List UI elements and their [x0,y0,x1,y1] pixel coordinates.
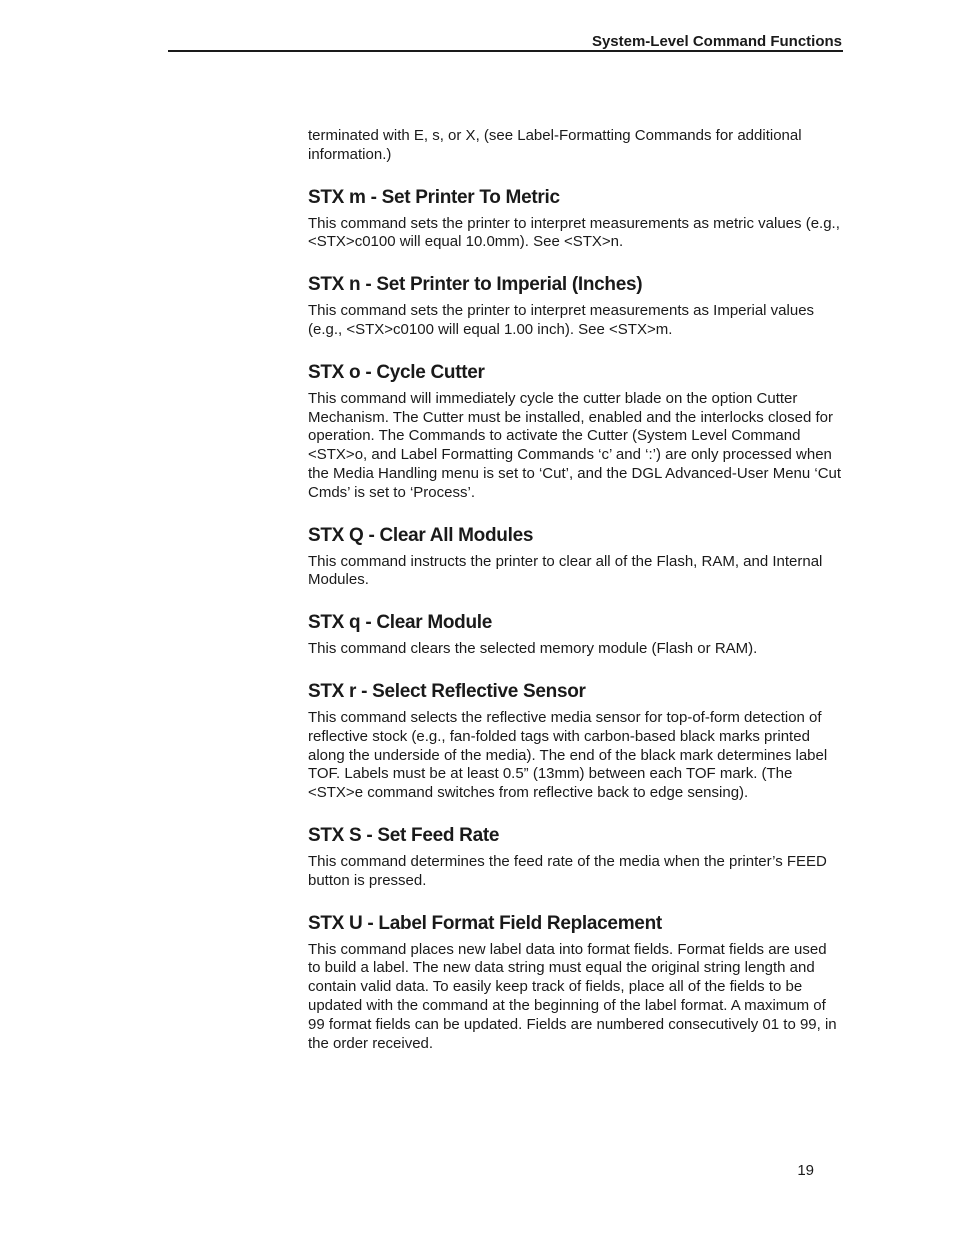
section-stx-S [308,825,843,891]
section-body: This command will immediately cycle the cutter blade on the option Cutter Mechanism. The Cutter must be installed, enabled and the interlocks closed for operation. The Commands to activate the Cutter (System Level Command <STX>o, and Label Formatting Commands ‘c’ and ‘:’) are only processed when the Media Handling menu is set to ‘Cut’, and the DGL Advanced-User Menu ‘Cut Cmds’ is set to ‘Process’. [308,389,842,501]
section-stx-r [308,681,843,803]
section-heading: STX n - Set Printer to Imperial (Inches) [308,274,643,296]
header-rule [168,50,843,52]
section-stx-U [308,913,843,1054]
page-content [308,127,843,1053]
section-heading: STX Q - Clear All Modules [308,524,534,546]
section-body: This command clears the selected memory module (Flash or RAM). [308,640,758,658]
section-heading: STX r - Select Reflective Sensor [308,680,586,702]
page-number: 19 [797,1162,814,1179]
section-heading: STX o - Cycle Cutter [308,361,485,383]
section-stx-o [308,362,843,503]
section-heading: STX q - Clear Module [308,612,493,634]
section-stx-n [308,274,843,340]
section-body: This command determines the feed rate of the media when the printer’s FEED button is pressed. [308,852,827,889]
section-body: This command instructs the printer to clear all of the Flash, RAM, and Internal Modules. [308,552,823,589]
section-body: This command selects the reflective media sensor for top-of-form detection of reflective stock (e.g., fan-folded tags with carbon-based black marks printed along the underside of the media). The end of the black mark determines label TOF. Labels must be at least 0.5” (13mm) between each TOF mark. (The <STX>e command switches from reflective back to edge sensing). [308,708,828,802]
section-heading: STX m - Set Printer To Metric [308,186,560,208]
section-heading: STX U - Label Format Field Replacement [308,912,662,934]
section-body: This command sets the printer to interpret measurements as metric values (e.g., <STX>c0100 will equal 10.0mm). See <STX>n. [308,214,840,251]
intro-paragraph: terminated with E, s, or X, (see Label-Formatting Commands for additional information.) [308,127,802,163]
section-heading: STX S - Set Feed Rate [308,824,500,846]
section-stx-m [308,187,843,253]
running-header: System-Level Command Functions [591,33,842,50]
section-stx-Q [308,525,843,591]
section-body: This command sets the printer to interpret measurements as Imperial values (e.g., <STX>c0100 will equal 1.00 inch). See <STX>m. [308,302,815,338]
section-stx-q [308,612,843,659]
section-body: This command places new label data into format fields. Format fields are used to build a label. The new data string must equal the original string length and contain valid data. To easily keep track of fields, place all of the fields to be updated with the command at the beginning of the label format. A maximum of 99 format fields can be updated. Fields are numbered consecutively 01 to 99, in the order received. [308,940,837,1052]
